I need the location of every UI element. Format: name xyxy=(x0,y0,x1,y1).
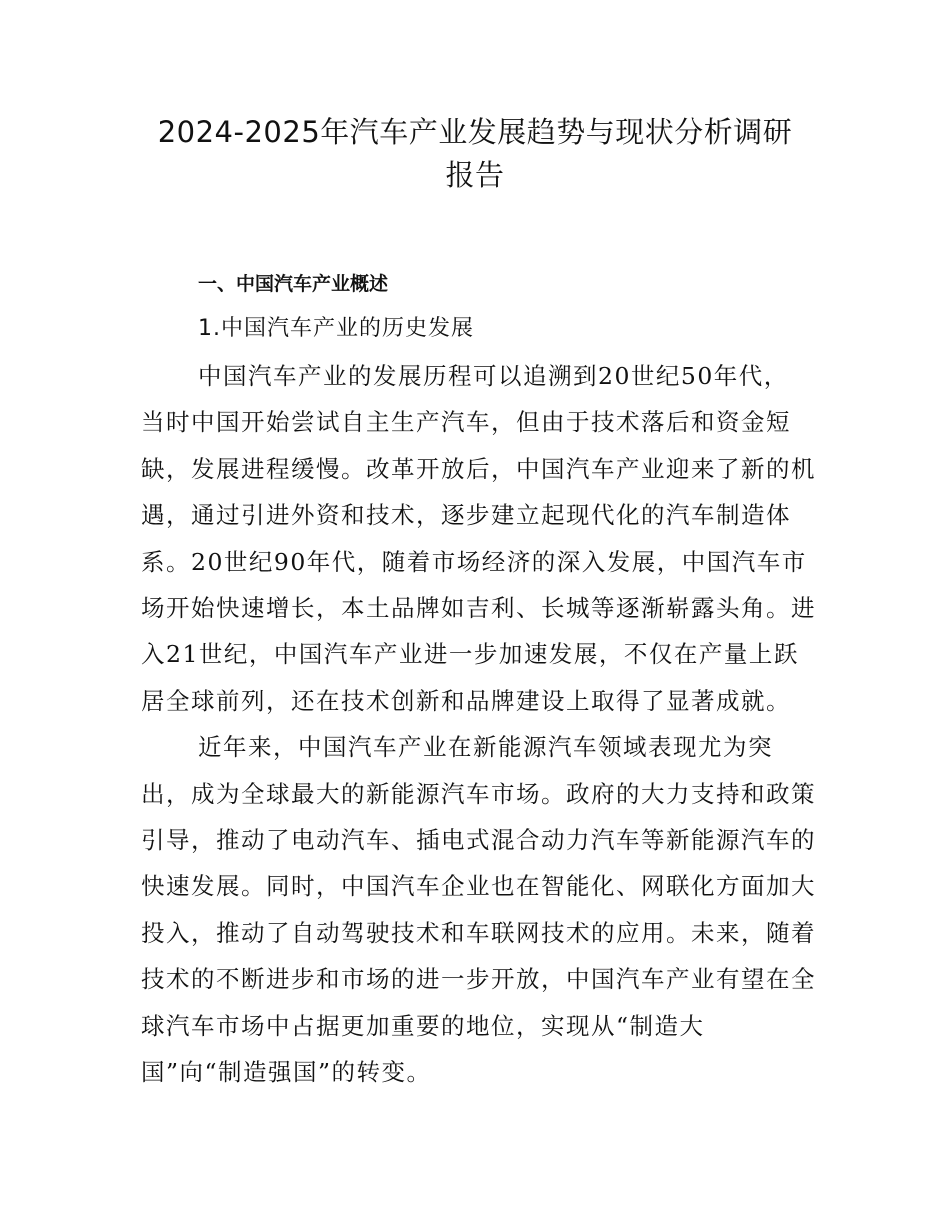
paragraph-line: 中国汽车产业的发展历程可以追溯到20世纪50年代， xyxy=(198,362,789,390)
paragraph-line: 引导，推动了电动汽车、插电式混合动力汽车等新能源汽车的 xyxy=(141,826,816,854)
paragraph-line: 缺，发展进程缓慢。改革开放后，中国汽车产业迎来了新的机 xyxy=(141,455,816,483)
paragraph-line: 出，成为全球最大的新能源汽车市场。政府的大力支持和政策 xyxy=(141,780,816,808)
document-title-line-1: 2024-2025年汽车产业发展趋势与现状分析调研 xyxy=(157,115,793,149)
paragraph-line: 投入，推动了自动驾驶技术和车联网技术的应用。未来，随着 xyxy=(141,919,816,947)
subsection-heading: 1.中国汽车产业的历史发展 xyxy=(198,316,474,341)
paragraph-line: 近年来，中国汽车产业在新能源汽车领域表现尤为突 xyxy=(198,733,773,761)
paragraph-line: 球汽车市场中占据更加重要的地位，实现从“制造大 xyxy=(141,1012,705,1040)
paragraph-line: 场开始快速增长，本土品牌如吉利、长城等逐渐崭露头角。进 xyxy=(141,594,816,622)
document-title-line-2: 报告 xyxy=(445,158,505,192)
paragraph-line: 系。20世纪90年代，随着市场经济的深入发展，中国汽车市 xyxy=(141,548,807,576)
paragraph-line: 遇，通过引进外资和技术，逐步建立起现代化的汽车制造体 xyxy=(141,501,791,529)
section-heading: 一、中国汽车产业概述 xyxy=(198,273,389,295)
paragraph-line: 国”向“制造强国”的转变。 xyxy=(141,1058,432,1086)
paragraph-line: 入21世纪，中国汽车产业进一步加速发展，不仅在产量上跃 xyxy=(141,640,799,668)
paragraph-line: 快速发展。同时，中国汽车企业也在智能化、网联化方面加大 xyxy=(141,872,816,900)
paragraph-line: 居全球前列，还在技术创新和品牌建设上取得了显著成就。 xyxy=(141,687,791,715)
paragraph-line: 技术的不断进步和市场的进一步开放，中国汽车产业有望在全 xyxy=(141,965,816,993)
paragraph-line: 当时中国开始尝试自主生产汽车，但由于技术落后和资金短 xyxy=(141,408,791,436)
